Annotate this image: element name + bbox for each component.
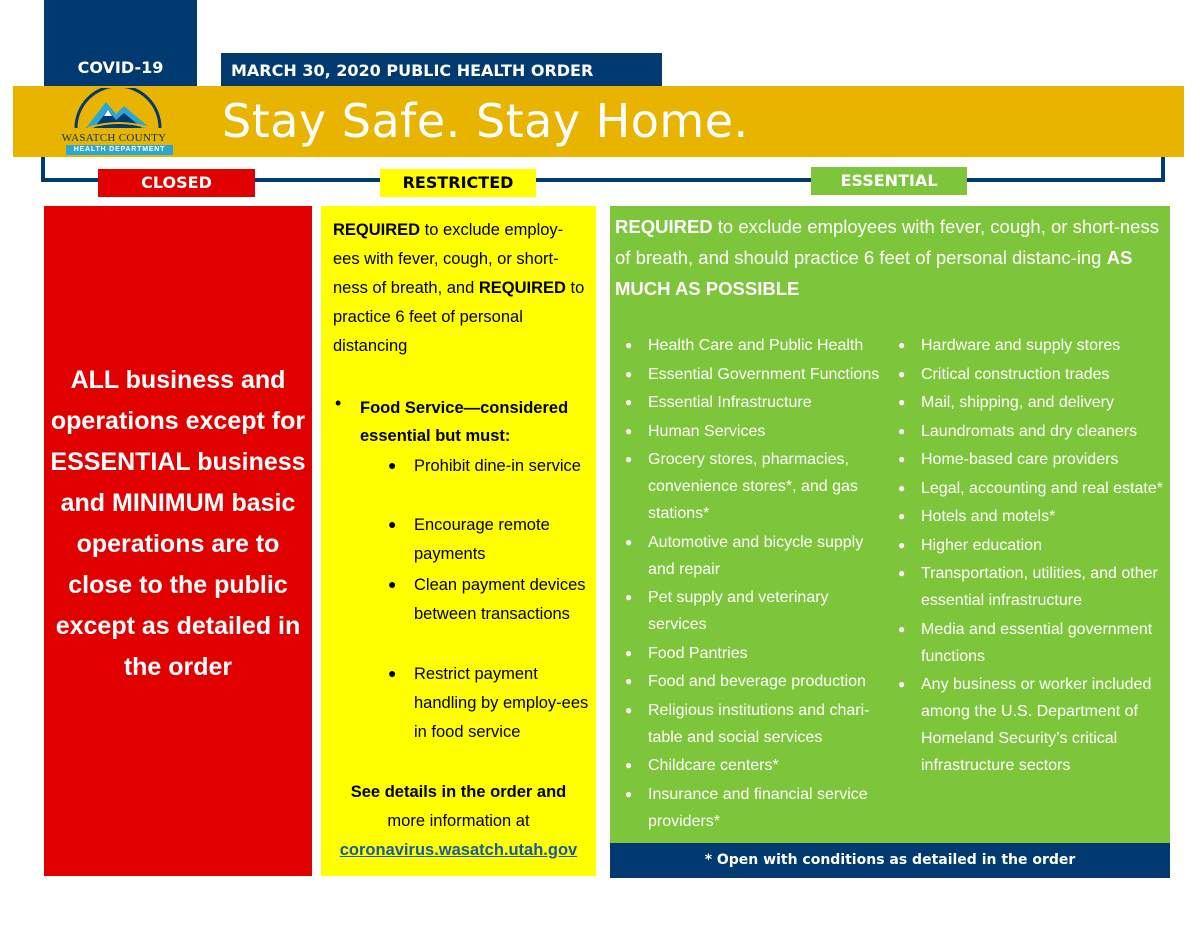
bullet-icon: ● bbox=[898, 480, 906, 495]
list-item: ● Legal, accounting and real estate* bbox=[893, 475, 1163, 502]
bullet-icon: ● bbox=[388, 576, 397, 592]
bullet-icon: ● bbox=[898, 452, 906, 466]
bullet-icon: ● bbox=[625, 674, 633, 688]
page-title: Stay Safe. Stay Home. bbox=[222, 94, 749, 148]
essential-intro-bold: AS MUCH AS POSSIBLE bbox=[615, 247, 1133, 299]
essential-intro bbox=[615, 211, 1165, 304]
list-item: ● Hardware and supply stores bbox=[893, 332, 1163, 359]
list-item: ● Mail, shipping, and delivery bbox=[893, 389, 1163, 416]
bullet-icon: ● bbox=[625, 786, 633, 801]
tag-essential: ESSENTIAL bbox=[811, 167, 967, 195]
essential-required: REQUIRED bbox=[615, 216, 713, 237]
bullet-icon: ● bbox=[898, 566, 906, 580]
list-item: ● Home-based care providers bbox=[893, 446, 1163, 473]
footer-info-text: more information at bbox=[387, 812, 530, 830]
list-item: ● Health Care and Public Health bbox=[620, 332, 890, 359]
restricted-item: Prohibit dine-in service bbox=[414, 457, 581, 475]
restricted-footer bbox=[331, 778, 586, 865]
list-item: ● Any business or worker included among the U.S. Department of Homeland Security’s critical infrastructure sectors bbox=[893, 671, 1163, 779]
list-item: ● Critical construction trades bbox=[893, 361, 1163, 388]
bullet-icon: ● bbox=[625, 366, 633, 381]
essential-list-left bbox=[620, 332, 890, 836]
list-item: ● Insurance and financial service providers* bbox=[620, 781, 890, 835]
restricted-item: Clean payment devices between transactions bbox=[414, 576, 586, 623]
bullet-icon: ● bbox=[898, 677, 906, 691]
bullet-icon: ● bbox=[898, 366, 906, 381]
restricted-item: Restrict payment handling by employ-ees in food service bbox=[414, 665, 589, 741]
list-item: ● Essential Government Functions bbox=[620, 361, 890, 388]
conditions-footer: * Open with conditions as detailed in the order bbox=[610, 843, 1170, 878]
list-item: ● Pet supply and veterinary services bbox=[620, 584, 890, 638]
order-date-bar: MARCH 30, 2020 PUBLIC HEALTH ORDER bbox=[221, 53, 662, 86]
restricted-required-1: REQUIRED bbox=[333, 221, 421, 239]
list-item: ● Human Services bbox=[620, 418, 890, 445]
bullet-icon: ● bbox=[625, 702, 633, 717]
bullet-icon: ● bbox=[898, 395, 906, 409]
bullet-icon: ● bbox=[898, 338, 906, 352]
bullet-icon: ● bbox=[625, 645, 633, 660]
bullet-icon: ● bbox=[388, 665, 397, 681]
bullet-icon: ● bbox=[625, 452, 633, 466]
bullet-icon: ● bbox=[388, 516, 397, 532]
list-item: ● Hotels and motels* bbox=[893, 503, 1163, 530]
bullet-icon: ● bbox=[625, 423, 633, 438]
bullet-icon: ● bbox=[625, 590, 633, 604]
list-item: ● Automotive and bicycle supply and repair bbox=[620, 529, 890, 583]
restricted-intro-mid: to exclude employ-ees with fever, cough, or short-ness of breath, and bbox=[333, 221, 564, 297]
bullet-icon: ● bbox=[898, 621, 906, 636]
list-item: ● Media and essential government functions bbox=[893, 616, 1163, 670]
list-item: ● Childcare centers* bbox=[620, 752, 890, 779]
bullet-icon: ● bbox=[625, 395, 633, 409]
bullet-icon: ● bbox=[625, 338, 633, 352]
restricted-required-2: REQUIRED bbox=[478, 279, 566, 297]
essential-list-right bbox=[893, 332, 1163, 781]
bullet-icon: ● bbox=[898, 423, 906, 438]
bullet-icon: • bbox=[335, 393, 342, 413]
restricted-intro bbox=[333, 216, 585, 361]
list-item: ● Grocery stores, pharmacies, convenience stores*, and gas stations* bbox=[620, 446, 890, 527]
covid-label: COVID-19 bbox=[77, 58, 164, 77]
tag-restricted: RESTRICTED bbox=[380, 169, 536, 197]
footer-details-text: See details in the order and bbox=[350, 783, 567, 801]
bullet-icon: ● bbox=[388, 457, 397, 473]
list-item: ● Laundromats and dry cleaners bbox=[893, 418, 1163, 445]
essential-intro-text: to exclude employees with fever, cough, or short-ness of breath, and should practice 6 feet of personal distanc-ing bbox=[615, 216, 1159, 268]
restricted-intro-end: to practice 6 feet of personal distancing bbox=[333, 279, 585, 355]
bullet-icon: ● bbox=[898, 537, 906, 552]
food-service-heading: Food Service—considered essential but must: bbox=[360, 399, 569, 445]
bullet-icon: ● bbox=[898, 509, 906, 523]
logo-dept-name: HEALTH DEPARTMENT bbox=[66, 145, 173, 155]
logo-org-name: WASATCH COUNTY bbox=[61, 132, 167, 144]
bullet-icon: ● bbox=[625, 758, 633, 772]
tag-closed: CLOSED bbox=[98, 169, 255, 197]
list-item: ● Transportation, utilities, and other essential infrastructure bbox=[893, 560, 1163, 614]
closed-description: ALL business and operations except for ESSENTIAL business and MINIMUM basic operations are to close to the public except as detailed in the order bbox=[50, 366, 306, 681]
list-item: ● Religious institutions and chari-table and social services bbox=[620, 697, 890, 751]
list-item: ● Food Pantries bbox=[620, 640, 890, 667]
restricted-item: Encourage remote payments bbox=[414, 516, 550, 563]
bullet-icon: ● bbox=[625, 534, 633, 549]
list-item: ● Food and beverage production bbox=[620, 668, 890, 695]
list-item: ● Essential Infrastructure bbox=[620, 389, 890, 416]
coronavirus-link[interactable]: coronavirus.wasatch.utah.gov bbox=[339, 841, 578, 859]
list-item: ● Higher education bbox=[893, 532, 1163, 559]
